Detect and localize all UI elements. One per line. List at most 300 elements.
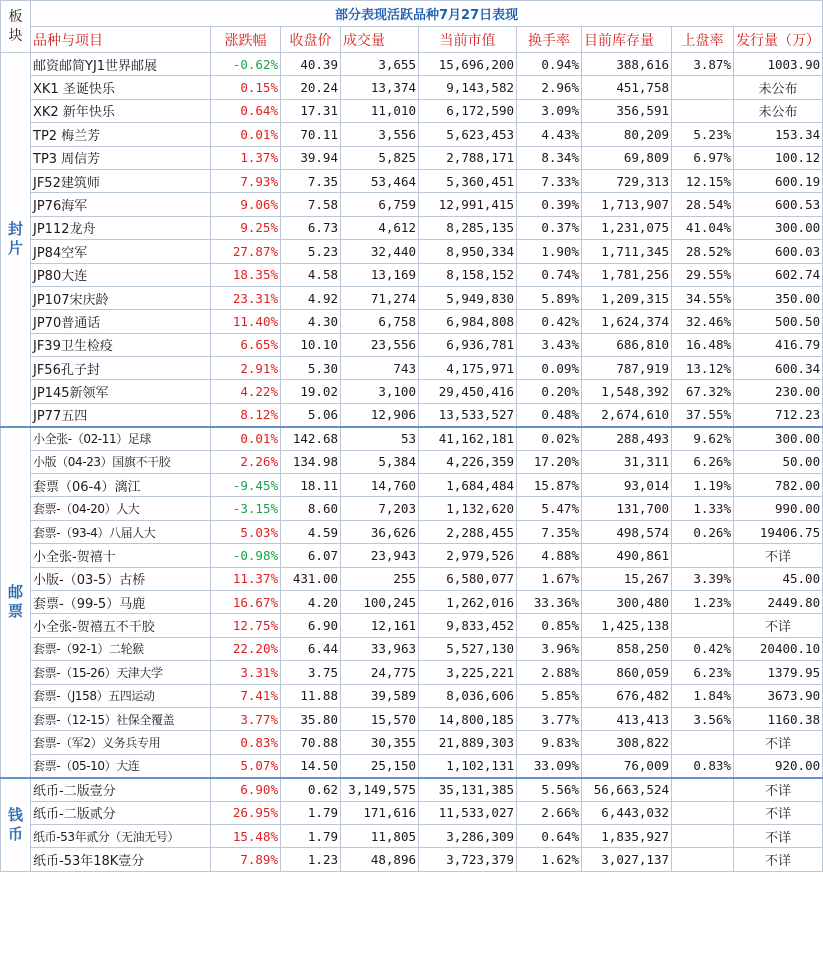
change-cell: 18.35% — [211, 263, 281, 286]
volume-cell: 100,245 — [341, 590, 419, 613]
turnover-cell: 33.09% — [517, 754, 582, 777]
turnover-cell: 3.43% — [517, 333, 582, 356]
listing-rate-cell: 37.55% — [672, 403, 734, 426]
table-row — [1, 520, 823, 543]
volume-cell: 48,896 — [341, 848, 419, 871]
volume-cell: 53,464 — [341, 169, 419, 192]
change-cell: 12.75% — [211, 614, 281, 637]
market-cap-cell: 12,991,415 — [419, 193, 517, 216]
change-cell: 0.83% — [211, 731, 281, 754]
close-price-cell: 134.98 — [281, 450, 341, 473]
section-label: 封 片 — [1, 53, 31, 427]
volume-cell: 24,775 — [341, 661, 419, 684]
market-cap-cell: 8,036,606 — [419, 684, 517, 707]
table-row — [1, 310, 823, 333]
listing-rate-cell: 6.23% — [672, 661, 734, 684]
turnover-cell: 4.88% — [517, 544, 582, 567]
volume-cell: 3,149,575 — [341, 778, 419, 801]
volume-cell: 7,203 — [341, 497, 419, 520]
inventory-cell: 729,313 — [582, 169, 672, 192]
inventory-cell: 2,674,610 — [582, 403, 672, 426]
issue-cell: 416.79 — [734, 333, 823, 356]
table-row — [1, 684, 823, 707]
turnover-cell: 0.20% — [517, 380, 582, 403]
market-cap-cell: 6,936,781 — [419, 333, 517, 356]
volume-cell: 39,589 — [341, 684, 419, 707]
item-name: 套票-（12-15）社保全覆盖 — [31, 707, 211, 730]
change-cell: 15.48% — [211, 824, 281, 847]
listing-rate-cell — [672, 801, 734, 824]
item-name: 套票-（92-1）二轮猴 — [31, 637, 211, 660]
listing-rate-cell: 67.32% — [672, 380, 734, 403]
table-row — [1, 380, 823, 403]
table-row — [1, 240, 823, 263]
inventory-cell: 15,267 — [582, 567, 672, 590]
listing-rate-cell: 0.42% — [672, 637, 734, 660]
close-price-cell: 1.23 — [281, 848, 341, 871]
table-row — [1, 848, 823, 871]
market-cap-cell: 29,450,416 — [419, 380, 517, 403]
listing-rate-cell: 16.48% — [672, 333, 734, 356]
change-cell: 0.64% — [211, 99, 281, 122]
change-cell: 22.20% — [211, 637, 281, 660]
market-cap-cell: 41,162,181 — [419, 427, 517, 450]
issue-cell: 不详 — [734, 824, 823, 847]
market-cap-cell: 13,533,527 — [419, 403, 517, 426]
volume-cell: 13,169 — [341, 263, 419, 286]
change-cell: 1.37% — [211, 146, 281, 169]
change-cell: 6.65% — [211, 333, 281, 356]
listing-rate-cell: 41.04% — [672, 216, 734, 239]
change-cell: 2.26% — [211, 450, 281, 473]
listing-rate-cell — [672, 848, 734, 871]
change-cell: 0.15% — [211, 76, 281, 99]
listing-rate-cell: 1.84% — [672, 684, 734, 707]
table-row — [1, 778, 823, 801]
issue-cell: 100.12 — [734, 146, 823, 169]
close-price-cell: 10.10 — [281, 333, 341, 356]
section-label: 钱 币 — [1, 778, 31, 872]
change-cell: 11.37% — [211, 567, 281, 590]
close-price-cell: 39.94 — [281, 146, 341, 169]
col-header-name: 品种与项目 — [31, 27, 211, 53]
table-row — [1, 53, 823, 76]
table-row — [1, 474, 823, 497]
inventory-cell: 131,700 — [582, 497, 672, 520]
table-row — [1, 661, 823, 684]
volume-cell: 36,626 — [341, 520, 419, 543]
market-cap-cell: 14,800,185 — [419, 707, 517, 730]
listing-rate-cell: 6.97% — [672, 146, 734, 169]
turnover-cell: 4.43% — [517, 123, 582, 146]
issue-cell: 600.53 — [734, 193, 823, 216]
inventory-cell: 288,493 — [582, 427, 672, 450]
issue-cell: 712.23 — [734, 403, 823, 426]
table-row — [1, 567, 823, 590]
issue-cell: 990.00 — [734, 497, 823, 520]
market-cap-cell: 3,225,221 — [419, 661, 517, 684]
change-cell: -9.45% — [211, 474, 281, 497]
market-cap-cell: 9,833,452 — [419, 614, 517, 637]
volume-cell: 33,963 — [341, 637, 419, 660]
volume-cell: 4,612 — [341, 216, 419, 239]
close-price-cell: 4.20 — [281, 590, 341, 613]
close-price-cell: 1.79 — [281, 801, 341, 824]
issue-cell: 不详 — [734, 544, 823, 567]
volume-cell: 11,805 — [341, 824, 419, 847]
market-cap-cell: 11,533,027 — [419, 801, 517, 824]
turnover-cell: 1.67% — [517, 567, 582, 590]
change-cell: 0.01% — [211, 427, 281, 450]
inventory-cell: 1,713,907 — [582, 193, 672, 216]
market-cap-cell: 2,788,171 — [419, 146, 517, 169]
listing-rate-cell: 34.55% — [672, 286, 734, 309]
listing-rate-cell: 0.26% — [672, 520, 734, 543]
table-row — [1, 403, 823, 426]
turnover-cell: 2.96% — [517, 76, 582, 99]
table-row — [1, 169, 823, 192]
issue-cell: 45.00 — [734, 567, 823, 590]
issue-cell: 300.00 — [734, 427, 823, 450]
item-name: 套票（06-4）漓江 — [31, 474, 211, 497]
inventory-cell: 31,311 — [582, 450, 672, 473]
col-header-change: 涨跌幅 — [211, 27, 281, 53]
market-cap-cell: 5,360,451 — [419, 169, 517, 192]
table-row — [1, 357, 823, 380]
listing-rate-cell: 1.33% — [672, 497, 734, 520]
table-row — [1, 427, 823, 450]
change-cell: -0.98% — [211, 544, 281, 567]
market-cap-cell: 8,158,152 — [419, 263, 517, 286]
close-price-cell: 35.80 — [281, 707, 341, 730]
change-cell: 7.89% — [211, 848, 281, 871]
item-name: 小全张-（02-11）足球 — [31, 427, 211, 450]
table-row — [1, 99, 823, 122]
issue-cell: 782.00 — [734, 474, 823, 497]
inventory-cell: 860,059 — [582, 661, 672, 684]
close-price-cell: 6.90 — [281, 614, 341, 637]
market-cap-cell: 3,723,379 — [419, 848, 517, 871]
table-row — [1, 754, 823, 777]
table-row — [1, 146, 823, 169]
listing-rate-cell: 0.83% — [672, 754, 734, 777]
close-price-cell: 6.44 — [281, 637, 341, 660]
item-name: 套票-（15-26）天津大学 — [31, 661, 211, 684]
market-cap-cell: 1,684,484 — [419, 474, 517, 497]
change-cell: 3.31% — [211, 661, 281, 684]
inventory-cell: 3,027,137 — [582, 848, 672, 871]
market-cap-cell: 5,949,830 — [419, 286, 517, 309]
item-name: 小全张-贺禧十 — [31, 544, 211, 567]
listing-rate-cell: 6.26% — [672, 450, 734, 473]
item-name: 套票-（J158）五四运动 — [31, 684, 211, 707]
item-name: 小版（04-23）国旗不干胶 — [31, 450, 211, 473]
turnover-cell: 5.89% — [517, 286, 582, 309]
turnover-cell: 3.77% — [517, 707, 582, 730]
issue-cell: 153.34 — [734, 123, 823, 146]
issue-cell: 230.00 — [734, 380, 823, 403]
listing-rate-cell — [672, 824, 734, 847]
item-name: 小全张-贺禧五不干胶 — [31, 614, 211, 637]
listing-rate-cell: 3.87% — [672, 53, 734, 76]
change-cell: 11.40% — [211, 310, 281, 333]
turnover-cell: 0.48% — [517, 403, 582, 426]
item-name: JP112龙舟 — [31, 216, 211, 239]
turnover-cell: 3.96% — [517, 637, 582, 660]
table-row — [1, 707, 823, 730]
section-label: 邮 票 — [1, 427, 31, 778]
turnover-cell: 2.88% — [517, 661, 582, 684]
board-header: 板 块 — [1, 1, 31, 53]
volume-cell: 3,556 — [341, 123, 419, 146]
issue-cell: 不详 — [734, 731, 823, 754]
inventory-cell: 490,861 — [582, 544, 672, 567]
table-row — [1, 123, 823, 146]
close-price-cell: 431.00 — [281, 567, 341, 590]
item-name: XK2 新年快乐 — [31, 99, 211, 122]
item-name: JP76海军 — [31, 193, 211, 216]
inventory-cell: 356,591 — [582, 99, 672, 122]
turnover-cell: 17.20% — [517, 450, 582, 473]
item-name: 套票-（99-5）马鹿 — [31, 590, 211, 613]
change-cell: 9.06% — [211, 193, 281, 216]
inventory-cell: 858,250 — [582, 637, 672, 660]
market-cap-cell: 2,288,455 — [419, 520, 517, 543]
market-cap-cell: 6,172,590 — [419, 99, 517, 122]
table-row — [1, 450, 823, 473]
inventory-cell: 300,480 — [582, 590, 672, 613]
volume-cell: 171,616 — [341, 801, 419, 824]
inventory-cell: 76,009 — [582, 754, 672, 777]
volume-cell: 3,100 — [341, 380, 419, 403]
market-cap-cell: 8,285,135 — [419, 216, 517, 239]
item-name: 纸币-二版贰分 — [31, 801, 211, 824]
turnover-cell: 3.09% — [517, 99, 582, 122]
item-name: JP80大连 — [31, 263, 211, 286]
issue-cell: 1003.90 — [734, 53, 823, 76]
listing-rate-cell: 28.52% — [672, 240, 734, 263]
volume-cell: 5,384 — [341, 450, 419, 473]
table-row — [1, 263, 823, 286]
change-cell: 2.91% — [211, 357, 281, 380]
change-cell: 6.90% — [211, 778, 281, 801]
turnover-cell: 9.83% — [517, 731, 582, 754]
turnover-cell: 0.85% — [517, 614, 582, 637]
market-cap-cell: 9,143,582 — [419, 76, 517, 99]
inventory-cell: 56,663,524 — [582, 778, 672, 801]
item-name: TP3 周信芳 — [31, 146, 211, 169]
table-row — [1, 731, 823, 754]
inventory-cell: 308,822 — [582, 731, 672, 754]
inventory-cell: 6,443,032 — [582, 801, 672, 824]
col-header-listing-rate: 上盘率 — [672, 27, 734, 53]
volume-cell: 12,161 — [341, 614, 419, 637]
market-cap-cell: 35,131,385 — [419, 778, 517, 801]
market-cap-cell: 4,175,971 — [419, 357, 517, 380]
volume-cell: 30,355 — [341, 731, 419, 754]
close-price-cell: 18.11 — [281, 474, 341, 497]
listing-rate-cell: 29.55% — [672, 263, 734, 286]
inventory-cell: 676,482 — [582, 684, 672, 707]
inventory-cell: 686,810 — [582, 333, 672, 356]
item-name: TP2 梅兰芳 — [31, 123, 211, 146]
issue-cell: 600.03 — [734, 240, 823, 263]
close-price-cell: 20.24 — [281, 76, 341, 99]
turnover-cell: 15.87% — [517, 474, 582, 497]
market-cap-cell: 2,979,526 — [419, 544, 517, 567]
inventory-cell: 1,425,138 — [582, 614, 672, 637]
issue-cell: 不详 — [734, 848, 823, 871]
item-name: XK1 圣诞快乐 — [31, 76, 211, 99]
turnover-cell: 0.64% — [517, 824, 582, 847]
close-price-cell: 6.07 — [281, 544, 341, 567]
turnover-cell: 0.02% — [517, 427, 582, 450]
volume-cell: 3,655 — [341, 53, 419, 76]
item-name: 纸币-二版壹分 — [31, 778, 211, 801]
inventory-cell: 1,231,075 — [582, 216, 672, 239]
issue-cell: 300.00 — [734, 216, 823, 239]
table-row — [1, 497, 823, 520]
issue-cell: 不详 — [734, 778, 823, 801]
change-cell: -0.62% — [211, 53, 281, 76]
turnover-cell: 0.09% — [517, 357, 582, 380]
volume-cell: 11,010 — [341, 99, 419, 122]
table-row — [1, 637, 823, 660]
market-cap-cell: 21,889,303 — [419, 731, 517, 754]
issue-cell: 1379.95 — [734, 661, 823, 684]
issue-cell: 500.50 — [734, 310, 823, 333]
turnover-cell: 33.36% — [517, 590, 582, 613]
issue-cell: 920.00 — [734, 754, 823, 777]
close-price-cell: 3.75 — [281, 661, 341, 684]
item-name: JF39卫生检疫 — [31, 333, 211, 356]
change-cell: 23.31% — [211, 286, 281, 309]
item-name: 套票-（93-4）八届人大 — [31, 520, 211, 543]
inventory-cell: 388,616 — [582, 53, 672, 76]
turnover-cell: 0.39% — [517, 193, 582, 216]
listing-rate-cell: 1.23% — [672, 590, 734, 613]
item-name: JF56孔子封 — [31, 357, 211, 380]
listing-rate-cell: 5.23% — [672, 123, 734, 146]
item-name: 套票-（05-10）大连 — [31, 754, 211, 777]
volume-cell: 12,906 — [341, 403, 419, 426]
close-price-cell: 0.62 — [281, 778, 341, 801]
item-name: 纸币-53年贰分（无油无号） — [31, 824, 211, 847]
issue-cell: 不详 — [734, 801, 823, 824]
inventory-cell: 1,835,927 — [582, 824, 672, 847]
inventory-cell: 1,781,256 — [582, 263, 672, 286]
change-cell: 7.93% — [211, 169, 281, 192]
listing-rate-cell: 12.15% — [672, 169, 734, 192]
issue-cell: 600.19 — [734, 169, 823, 192]
volume-cell: 71,274 — [341, 286, 419, 309]
listing-rate-cell: 9.62% — [672, 427, 734, 450]
close-price-cell: 8.60 — [281, 497, 341, 520]
listing-rate-cell: 28.54% — [672, 193, 734, 216]
inventory-cell: 1,711,345 — [582, 240, 672, 263]
listing-rate-cell — [672, 544, 734, 567]
turnover-cell: 5.56% — [517, 778, 582, 801]
inventory-cell: 787,919 — [582, 357, 672, 380]
table-row — [1, 76, 823, 99]
issue-cell: 1160.38 — [734, 707, 823, 730]
turnover-cell: 8.34% — [517, 146, 582, 169]
turnover-cell: 1.90% — [517, 240, 582, 263]
turnover-cell: 1.62% — [517, 848, 582, 871]
item-name: 纸币-53年18K壹分 — [31, 848, 211, 871]
volume-cell: 15,570 — [341, 707, 419, 730]
close-price-cell: 14.50 — [281, 754, 341, 777]
inventory-cell: 1,548,392 — [582, 380, 672, 403]
close-price-cell: 142.68 — [281, 427, 341, 450]
change-cell: -3.15% — [211, 497, 281, 520]
issue-cell: 2449.80 — [734, 590, 823, 613]
volume-cell: 23,943 — [341, 544, 419, 567]
volume-cell: 32,440 — [341, 240, 419, 263]
listing-rate-cell: 32.46% — [672, 310, 734, 333]
close-price-cell: 6.73 — [281, 216, 341, 239]
market-cap-cell: 1,132,620 — [419, 497, 517, 520]
close-price-cell: 11.88 — [281, 684, 341, 707]
col-header-issue: 发行量（万） — [734, 27, 823, 53]
col-header-close: 收盘价 — [281, 27, 341, 53]
column-header-row — [1, 27, 823, 53]
col-header-turnover: 换手率 — [517, 27, 582, 53]
item-name: JF52建筑师 — [31, 169, 211, 192]
market-cap-cell: 8,950,334 — [419, 240, 517, 263]
close-price-cell: 70.11 — [281, 123, 341, 146]
inventory-cell: 413,413 — [582, 707, 672, 730]
close-price-cell: 70.88 — [281, 731, 341, 754]
listing-rate-cell: 3.56% — [672, 707, 734, 730]
market-cap-cell: 6,984,808 — [419, 310, 517, 333]
listing-rate-cell: 1.19% — [672, 474, 734, 497]
listing-rate-cell: 13.12% — [672, 357, 734, 380]
change-cell: 16.67% — [211, 590, 281, 613]
close-price-cell: 4.58 — [281, 263, 341, 286]
col-header-volume: 成交量 — [341, 27, 419, 53]
table-title: 部分表现活跃品种7月27日表现 — [31, 1, 823, 27]
change-cell: 0.01% — [211, 123, 281, 146]
close-price-cell: 4.30 — [281, 310, 341, 333]
market-cap-cell: 1,262,016 — [419, 590, 517, 613]
turnover-cell: 0.94% — [517, 53, 582, 76]
listing-rate-cell — [672, 731, 734, 754]
change-cell: 5.07% — [211, 754, 281, 777]
col-header-inventory: 目前库存量 — [582, 27, 672, 53]
table-row — [1, 544, 823, 567]
change-cell: 3.77% — [211, 707, 281, 730]
close-price-cell: 4.92 — [281, 286, 341, 309]
table-row — [1, 824, 823, 847]
table-row — [1, 333, 823, 356]
item-name: 套票-（04-20）人大 — [31, 497, 211, 520]
turnover-cell: 7.35% — [517, 520, 582, 543]
turnover-cell: 0.42% — [517, 310, 582, 333]
close-price-cell: 19.02 — [281, 380, 341, 403]
volume-cell: 13,374 — [341, 76, 419, 99]
volume-cell: 5,825 — [341, 146, 419, 169]
inventory-cell: 498,574 — [582, 520, 672, 543]
market-cap-cell: 5,623,453 — [419, 123, 517, 146]
turnover-cell: 7.33% — [517, 169, 582, 192]
item-name: 套票-（军2）义务兵专用 — [31, 731, 211, 754]
volume-cell: 6,759 — [341, 193, 419, 216]
turnover-cell: 0.37% — [517, 216, 582, 239]
listing-rate-cell — [672, 614, 734, 637]
volume-cell: 23,556 — [341, 333, 419, 356]
turnover-cell: 5.85% — [517, 684, 582, 707]
